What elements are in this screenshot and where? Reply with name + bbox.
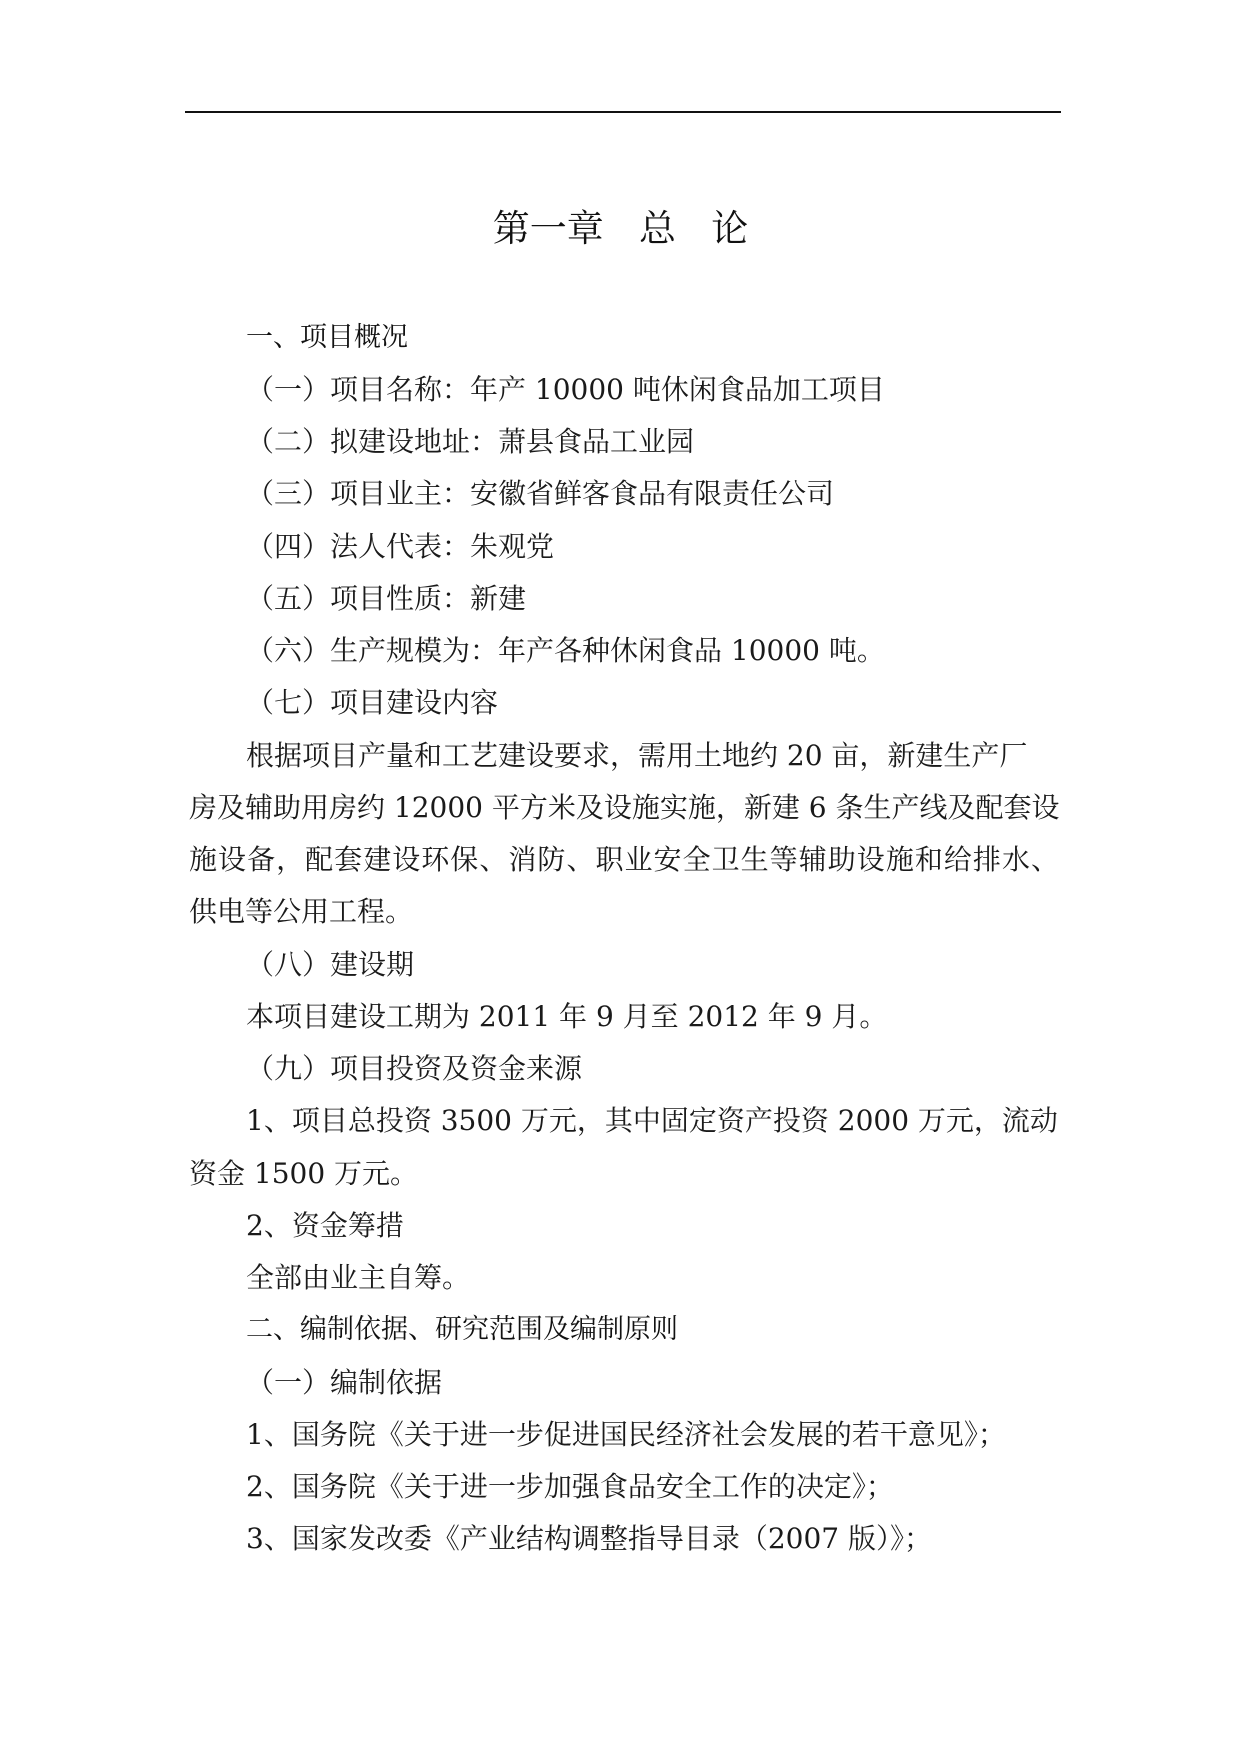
item-scale: （六）生产规模为：年产各种休闲食品 10000 吨。 xyxy=(246,634,885,667)
paragraph-line: 施设备，配套建设环保、消防、职业安全卫生等辅助设施和给排水、 xyxy=(189,843,1059,876)
item-owner: （三）项目业主：安徽省鲜客食品有限责任公司 xyxy=(246,477,835,510)
header-rule xyxy=(185,111,1061,113)
basis-list-item: 1、国务院《关于进一步促进国民经济社会发展的若干意见》； xyxy=(246,1418,1006,1451)
section-heading-project-overview: 一、项目概况 xyxy=(246,322,408,353)
paragraph-line: 资金 1500 万元。 xyxy=(189,1157,419,1190)
item-nature: （五）项目性质：新建 xyxy=(246,582,527,615)
chapter-title: 第一章 总 论 xyxy=(492,207,749,250)
paragraph-line: 根据项目产量和工艺建设要求，需用土地约 20 亩，新建生产厂 xyxy=(246,739,1028,772)
item-basis-heading: （一）编制依据 xyxy=(246,1366,443,1399)
item-legal-rep: （四）法人代表：朱观党 xyxy=(246,530,555,563)
paragraph-line: 房及辅助用房约 12000 平方米及设施实施，新建 6 条生产线及配套设 xyxy=(189,791,1060,824)
item-period-heading: （八）建设期 xyxy=(246,948,415,981)
basis-list-item: 2、国务院《关于进一步加强食品安全工作的决定》； xyxy=(246,1470,894,1503)
basis-list-item: 3、国家发改委《产业结构调整指导目录（2007 版）》； xyxy=(246,1522,932,1555)
item-site: （二）拟建设地址：萧县食品工业园 xyxy=(246,425,695,458)
item-investment-heading: （九）项目投资及资金来源 xyxy=(246,1052,583,1085)
item-project-name: （一）项目名称：年产 10000 吨休闲食品加工项目 xyxy=(246,373,885,406)
subitem-funding: 2、资金筹措 xyxy=(246,1209,404,1242)
item-construction-heading: （七）项目建设内容 xyxy=(246,686,499,719)
paragraph-line: 供电等公用工程。 xyxy=(189,895,414,928)
section-heading-basis: 二、编制依据、研究范围及编制原则 xyxy=(246,1314,678,1345)
paragraph-line: 1、项目总投资 3500 万元，其中固定资产投资 2000 万元，流动 xyxy=(246,1104,1058,1137)
paragraph-line: 本项目建设工期为 2011 年 9 月至 2012 年 9 月。 xyxy=(246,1000,888,1033)
paragraph-line: 全部由业主自筹。 xyxy=(246,1261,471,1294)
